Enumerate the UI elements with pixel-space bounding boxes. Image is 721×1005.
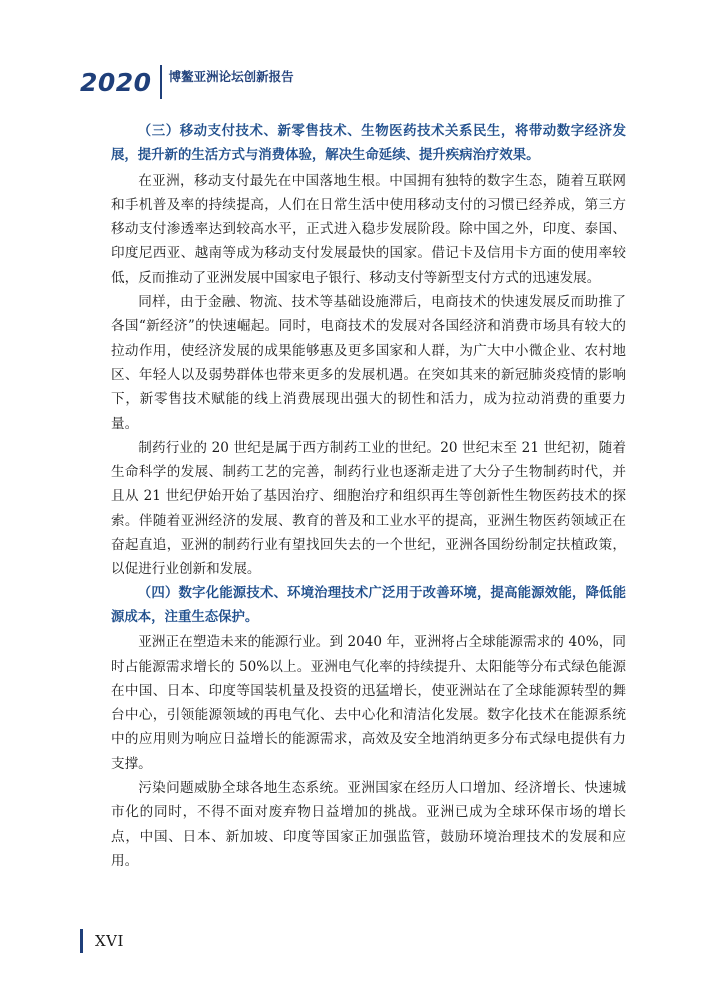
page-number: XVI <box>95 932 124 950</box>
page-header <box>80 62 294 102</box>
report-year: 2020 <box>80 67 152 97</box>
section-heading-4: （四）数字化能源技术、环境治理技术广泛用于改善环境，提高能源效能，降低能源成本，注重生态保护。 <box>111 585 626 625</box>
page-footer <box>80 930 124 952</box>
paragraph-energy: 亚洲正在塑造未来的能源行业。到 2040 年，亚洲将占全球能源需求的 40%，同时占能源需求增长的 50%以上。亚洲电气化率的持续提升、太阳能等分布式绿色能源在中国、日本、印度等国装机量及投资的迅猛增长，使亚洲站在了全球能源转型的舞台中心，引领能源领域的再电气化、去中心化和清洁化发展。数字化技术在能源系统中的应用则为响应日益增长的能源需求，高效及安全地消纳更多分布式绿电提供有力支撑。 <box>111 634 626 772</box>
paragraph-pollution: 污染问题威胁全球各地生态系统。亚洲国家在经历人口增加、经济增长、快速城市化的同时，不得不面对废弃物日益增加的挑战。亚洲已成为全球环保市场的增长点，中国、日本、新加坡、印度等国家正加强监管，鼓励环境治理技术的发展和应用。 <box>111 780 626 869</box>
body-text <box>111 120 626 873</box>
paragraph-new-retail: 同样，由于金融、物流、技术等基础设施滞后，电商技术的快速发展反而助推了各国“新经济”的快速崛起。同时，电商技术的发展对各国经济和消费市场具有较大的拉动作用，使经济发展的成果能够惠及更多国家和人群，为广大中小微企业、农村地区、年轻人以及弱势群体也带来更多的发展机遇。在突如其来的新冠肺炎疫情的影响下，新零售技术赋能的线上消费展现出强大的韧性和活力，成为拉动消费的重要力量。 <box>111 294 626 432</box>
report-title: 博鳌亚洲论坛创新报告 <box>168 69 294 84</box>
paragraph-biomedicine: 制药行业的 20 世纪是属于西方制药工业的世纪。20 世纪末至 21 世纪初，随着生命科学的发展、制药工艺的完善，制药行业也逐渐走进了大分子生物制药时代，并且从 21 世纪伊始开始了基因治疗、细胞治疗和组织再生等创新性生物医药技术的探索。伴随着亚洲经济的发展、教育的普及和工业水平的提高，亚洲生物医药领域正在奋起直追，亚洲的制药行业有望找回失去的一个世纪，亚洲各国纷纷制定扶植政策，以促进行业创新和发展。 <box>111 439 626 578</box>
header-divider <box>160 65 162 99</box>
paragraph-mobile-payment: 在亚洲，移动支付最先在中国落地生根。中国拥有独特的数字生态，随着互联网和手机普及率的持续提高，人们在日常生活中使用移动支付的习惯已经养成，第三方移动支付渗透率达到较高水平，正式进入稳步发展阶段。除中国之外，印度、泰国、印度尼西亚、越南等成为移动支付发展最快的国家。借记卡及信用卡方面的使用率较低，反而推动了亚洲发展中国家电子银行、移动支付等新型支付方式的迅速发展。 <box>111 172 626 286</box>
footer-bar <box>80 929 83 953</box>
section-heading-3: （三）移动支付技术、新零售技术、生物医药技术关系民生，将带动数字经济发展，提升新的生活方式与消费体验，解决生命延续、提升疾病治疗效果。 <box>111 124 626 164</box>
